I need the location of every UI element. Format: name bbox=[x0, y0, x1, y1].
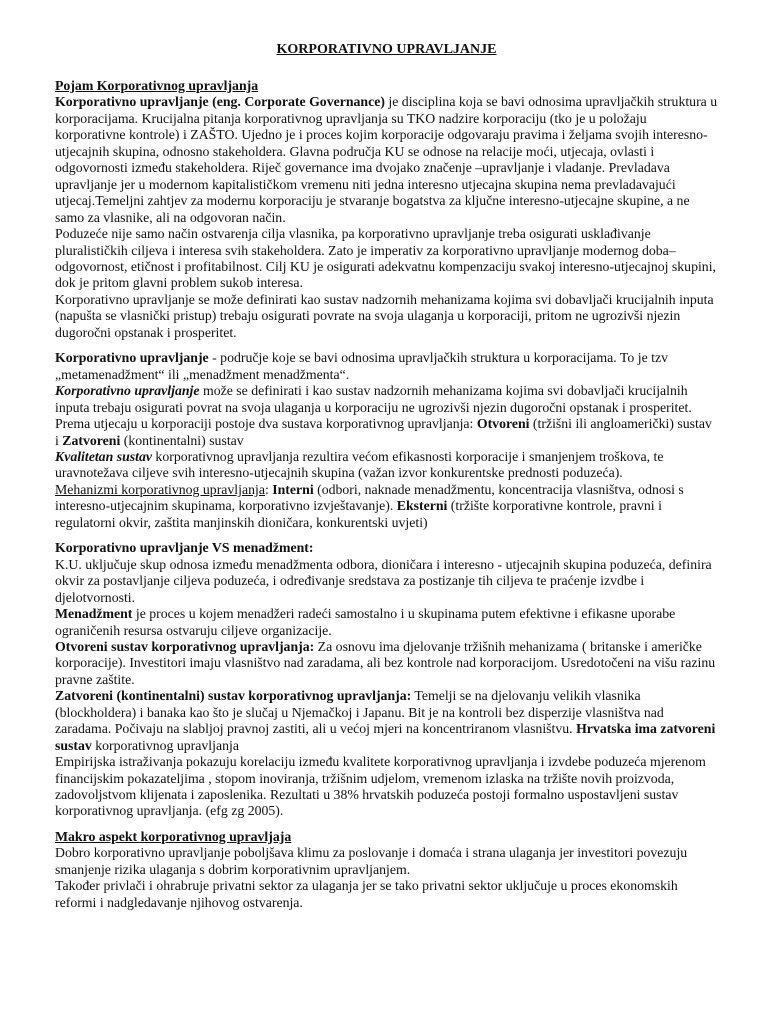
paragraph-text: (odbori, naknade menadžmentu, koncentracija vlasništva, odnosi s interesno-utjecajnim skupinama, korporativno izvještavanje). bbox=[55, 481, 684, 514]
bold-italic-term: Kvalitetan sustav bbox=[55, 448, 152, 464]
paragraph bbox=[55, 383, 718, 416]
paragraph bbox=[55, 482, 718, 531]
paragraph-text: (tržište korporativne kontrole, pravni i regulatorni okvir, zaštita manjinskih dioničara, konkurentski uvjeti) bbox=[55, 498, 662, 530]
paragraph-text: je disciplina koja se bavi odnosima upravljačkih struktura u korporacijama. Krucijalna pitanja korporativnog upravljanja su TKO nadzire korporaciju (tko je u položaju korporativne kontrole) i ZAŠTO. Ujedno je i proces kojim korporacije odgovaraju pravima i željama svojih interesno-utjecajnih skupina, odnosno stakeholdera. Glavna područja KU se odnose na relacije moći, utjecaja, ovlasti i odgovornosti između stakeholdera. Riječ governance ima dvojako značenje –upravljanje i vladanje. Prevladava upravljanje jer u modernom kapitalističkom vremenu niti jedna interesno utjecajna skupina nema prevladavajući utjecaj.Temeljni zahtjev za modernu korporaciju je stvaranje bogatstva za ključne interesno-utjecajne skupine, a ne samo za vlasnike, ali na odgovoran način. bbox=[55, 94, 718, 225]
paragraph: Poduzeće nije samo način ostvarenja cilja vlasnika, pa korporativno upravljanje treba osigurati usklađivanje pluralističkih ciljeva i interesa svih stakeholdera. Zato je imperativ za korporativno upravljanje modernog doba–odgovornost, etičnost i profitabilnost. Cilj KU je osigurati adekvatnu kompenzaciju svakoj interesno-utjecajnoj skupini, dok je pritom glavni problem sukob interesa. bbox=[55, 226, 716, 291]
paragraph: Empirijska istraživanja pokazuju korelaciju između kvalitete korporativnog upravljanja i izvdebe poduzeća mjerenom financijskim pokazateljima , stopom inoviranja, tržišnim udjelom, vremenom izlaska na tržište novih proizvoda, zadovoljstvom klijenata i zaposlenika. Rezultati u 38% hrvatskih poduzeća postoji formalno uspostavljeni sustav korporativnog upravljanja. (efg zg 2005). bbox=[55, 754, 706, 819]
paragraph bbox=[55, 688, 718, 754]
paragraph-text: može se definirati i kao sustav nadzornih mehanizama kojima svi dobavljači krucijalnih inputa trebaju osigurati povrat na svoja ulaganja u korporaciju ne ugrozivši njezin dugoročni opstanak i prosperitet. bbox=[55, 383, 692, 415]
paragraph-text: : bbox=[264, 481, 273, 497]
paragraph: Također privlači i ohrabruje privatni sektor za ulaganja jer se tako privatni sektor uključuje u proces ekonomskih reformi i nadgledavanje njihovog ostvarenja. bbox=[55, 878, 678, 910]
section-heading-text: Makro aspekt korporativnog upravljaja bbox=[55, 828, 292, 844]
paragraph-text: Prema utjecaju u korporaciji postoje dva sustava korporativnog upravljanja: bbox=[55, 416, 477, 432]
bold-term: Interni bbox=[272, 481, 314, 497]
section-heading-vs bbox=[55, 540, 718, 556]
bold-term: Otvoreni sustav korporativnog upravljanja: bbox=[55, 638, 315, 654]
paragraph-text: Za osnovu ima djelovanje tržišnih mehanizama ( britanske i američke korporacije). Investitori imaju vlasništvo nad zaradama, ali bez kontrole nad korporacijom. Usredotočeni na višu razinu pravne zaštite. bbox=[55, 638, 716, 687]
section-heading-text: Pojam Korporativnog upravljanja bbox=[55, 78, 259, 93]
bold-italic-term: Korporativno upravljanje bbox=[55, 383, 200, 399]
bold-term: Zatvoreni (kontinentalni) sustav korporativnog upravljanja: bbox=[55, 688, 412, 704]
paragraph-text: (kontinentalni) sustav bbox=[120, 432, 244, 448]
document-title: KORPORATIVNO UPRAVLJANJE bbox=[276, 42, 497, 57]
section-heading-pojam bbox=[55, 78, 718, 94]
paragraph: Korporativno upravljanje se može definirati kao sustav nadzornih mehanizama kojima svi dobavljači krucijalnih inputa (napušta se vlasnički pristup) trebaju osigurati povrate na svoja ulaganja u korporaciji, pritom ne ugrozivši njezin dugoročni opstanak i prosperitet. bbox=[55, 291, 714, 340]
paragraph bbox=[55, 350, 718, 383]
paragraph bbox=[55, 416, 718, 449]
paragraph-text: Temelji se na djelovanju velikih vlasnika (blockholdera) i banaka kao što je slučaj u Njemačkoj i Japanu. Bit je na kontroli bez disperzije vlasništva nad zaradama. Počivaju na slabljoj pravnoj zastiti, ali u većoj mjeri na koncentriranom vlasništvu. bbox=[55, 688, 664, 737]
section-heading-makro bbox=[55, 829, 718, 845]
paragraph bbox=[55, 639, 718, 688]
paragraph-text: je proces u kojem menadžeri radeći samostalno i u skupinama putem efektivne i efikasne uporabe ograničenih resursa ostvaruju ciljeve organizacije. bbox=[55, 606, 676, 638]
paragraph bbox=[55, 94, 718, 226]
paragraph-text: korporativnog upravljanja rezultira većom efikasnosti korporacije i smanjenjem troškova, te uravnotežava ciljeve svih interesno-utjecajnih skupina (važan izvor konkurentske prednosti poduzeća). bbox=[55, 448, 664, 481]
bold-term: Menadžment bbox=[55, 606, 133, 622]
paragraph bbox=[55, 606, 718, 639]
paragraph-text: (tržišni ili angloamerički) sustav i bbox=[55, 416, 712, 448]
paragraph: K.U. uključuje skup odnosa između menadžmenta odbora, dioničara i interesno - utjecajnih skupina poduzeća, definira okvir za postavljanje ciljeva poduzeća, i određivanje sredstava za postizanje tih ciljeva te praćenje izvdbe i djelotvornosti. bbox=[55, 556, 712, 605]
bold-term: Zatvoreni bbox=[62, 432, 121, 448]
paragraph: Dobro korporativno upravljanje poboljšava klimu za poslovanje i domaća i strana ulaganja jer investitori povezuju smanjenje rizika ulaganja s dobrim korporativnim upravljanjem. bbox=[55, 845, 688, 877]
underlined-term: Mehanizmi korporativnog upravljanja bbox=[55, 481, 265, 497]
paragraph-text: - područje koje se bavi odnosima upravljačkih struktura u korporacijama. To je tzv „metamenadžment“ ili „menadžment menadžmenta“. bbox=[55, 350, 668, 382]
bold-term: Eksterni bbox=[396, 498, 448, 514]
bold-term: Korporativno upravljanje (eng. Corporate Governance) bbox=[55, 94, 385, 110]
bold-term: Korporativno upravljanje bbox=[55, 350, 209, 366]
section-heading-text: Korporativno upravljanje VS menadžment: bbox=[55, 540, 314, 556]
bold-term: Otvoreni bbox=[476, 416, 530, 432]
paragraph-text: korporativnog upravljanja bbox=[91, 737, 239, 753]
bold-term: Hrvatska ima zatvoreni sustav bbox=[55, 721, 716, 753]
paragraph bbox=[55, 449, 718, 482]
